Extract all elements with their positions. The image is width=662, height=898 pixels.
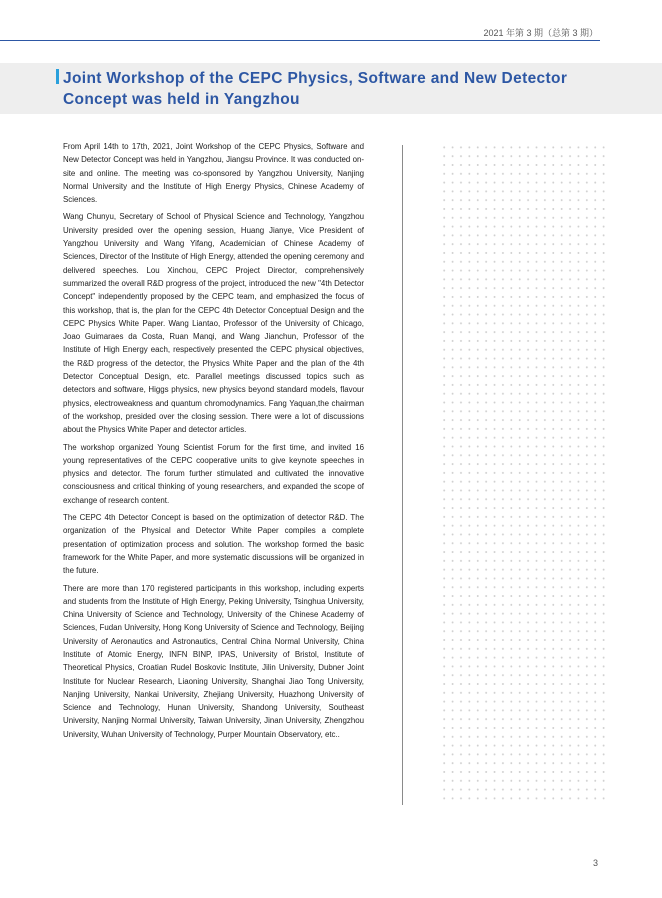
article-title-line-1: Joint Workshop of the CEPC Physics, Software and New Detector (63, 70, 568, 87)
issue-label: 2021 年第 3 期（总第 3 期） (483, 28, 598, 38)
column-divider (402, 145, 403, 805)
paragraph: Wang Chunyu, Secretary of School of Physical Science and Technology, Yangzhou University presided over the opening session, Huang Jianye, Vice President of Yangzhou University and Wang Yifang, Academician of Chinese Academy of Sciences, Director of the Institute of High Energy, attended the opening ceremony and delivered speeches. Lou Xinchou, CEPC Project Director, comprehensively summarized the overall R&D progress of the project, introduced the new "4th Detector Concept" independently proposed by the CEPC team, and emphasized the focus of this workshop, that is, the plan for the CEPC 4th Detector Conceptual Design and the CEPC Physics White Paper. Wang Liantao, Professor of the University of Chicago, Joao Guimaraes da Costa, Ruan Manqi, and Wang Jianchun, Professor of the Institute of High Energy each, respectively presented the CEPC physical objectives, the R&D progress of the detector, the Physics White Paper and the plan of the 4th Detector Conceptual Design, etc. Parallel meetings discussed topics such as detectors and software, Higgs physics, new physics beyond standard models, flavour physics, electroweakness and quantum chromodynamics. Fang Yaquan,the chairman of the workshop, presided over the closing session. There were a lot of discussions about the Physics White Paper and detector articles. (63, 212, 364, 435)
paragraph: There are more than 170 registered participants in this workshop, including experts and students from the Institute of High Energy, Peking University, Tsinghua University, China University of Science and Technology, University of the Chinese Academy of Sciences, Fudan University, Hong Kong University of Science and Technology, Beijing University of Aeronautics and Astronautics, Central China Normal University, China Institute of Atomic Energy, INFN BINP, IPAS, University of Bristol, Institute of Theoretical Physics, Croatian Rudel Boskovic Institute, Jilin University, Dubner Joint Institute for Nuclear Research, Liaoning University, Shanghai Jiao Tong University, Nanjing University, Nankai University, Zhejiang University, Huazhong University of Science and Technology, Hunan University, Shandong University, Southeast University, Nanjing Normal University, Taiwan University, Jinan University, Zhengzhou University, Wuhan University of Technology, Purper Mountain Observatory, etc.. (63, 583, 364, 739)
paragraph: From April 14th to 17th, 2021, Joint Workshop of the CEPC Physics, Software and New Detector Concept was held in Yangzhou, Jiangsu Province. It was conducted on-site and online. The meeting was co-sponsored by Yangzhou University, Nanjing Normal University and the Institute of High Energy Physics, Chinese Academy of Sciences. (63, 142, 364, 205)
title-band (0, 63, 662, 114)
header-rule (0, 40, 600, 41)
paragraph: The workshop organized Young Scientist Forum for the first time, and invited 16 young representatives of the CEPC cooperative units to give keynote speeches in physics and detector. The forum further stimulated and cultivated the innovative consciousness and critical thinking of young researchers, and expanded the scope of exchange of research content. (63, 442, 364, 505)
article-body (63, 140, 364, 745)
title-accent-bar (56, 69, 59, 84)
dot-pattern-decoration (440, 143, 605, 805)
page-number: 3 (592, 858, 598, 868)
article-title-line-2: Concept was held in Yangzhou (63, 91, 300, 108)
paragraph: The CEPC 4th Detector Concept is based on the optimization of detector R&D. The organization of the Physical and Detector White Paper compiles a complete presentation of optimization process and solution. The workshop formed the basic framework for the White Paper, and more systematic discussions will be organized in the future. (63, 513, 364, 576)
article-title (63, 68, 603, 110)
